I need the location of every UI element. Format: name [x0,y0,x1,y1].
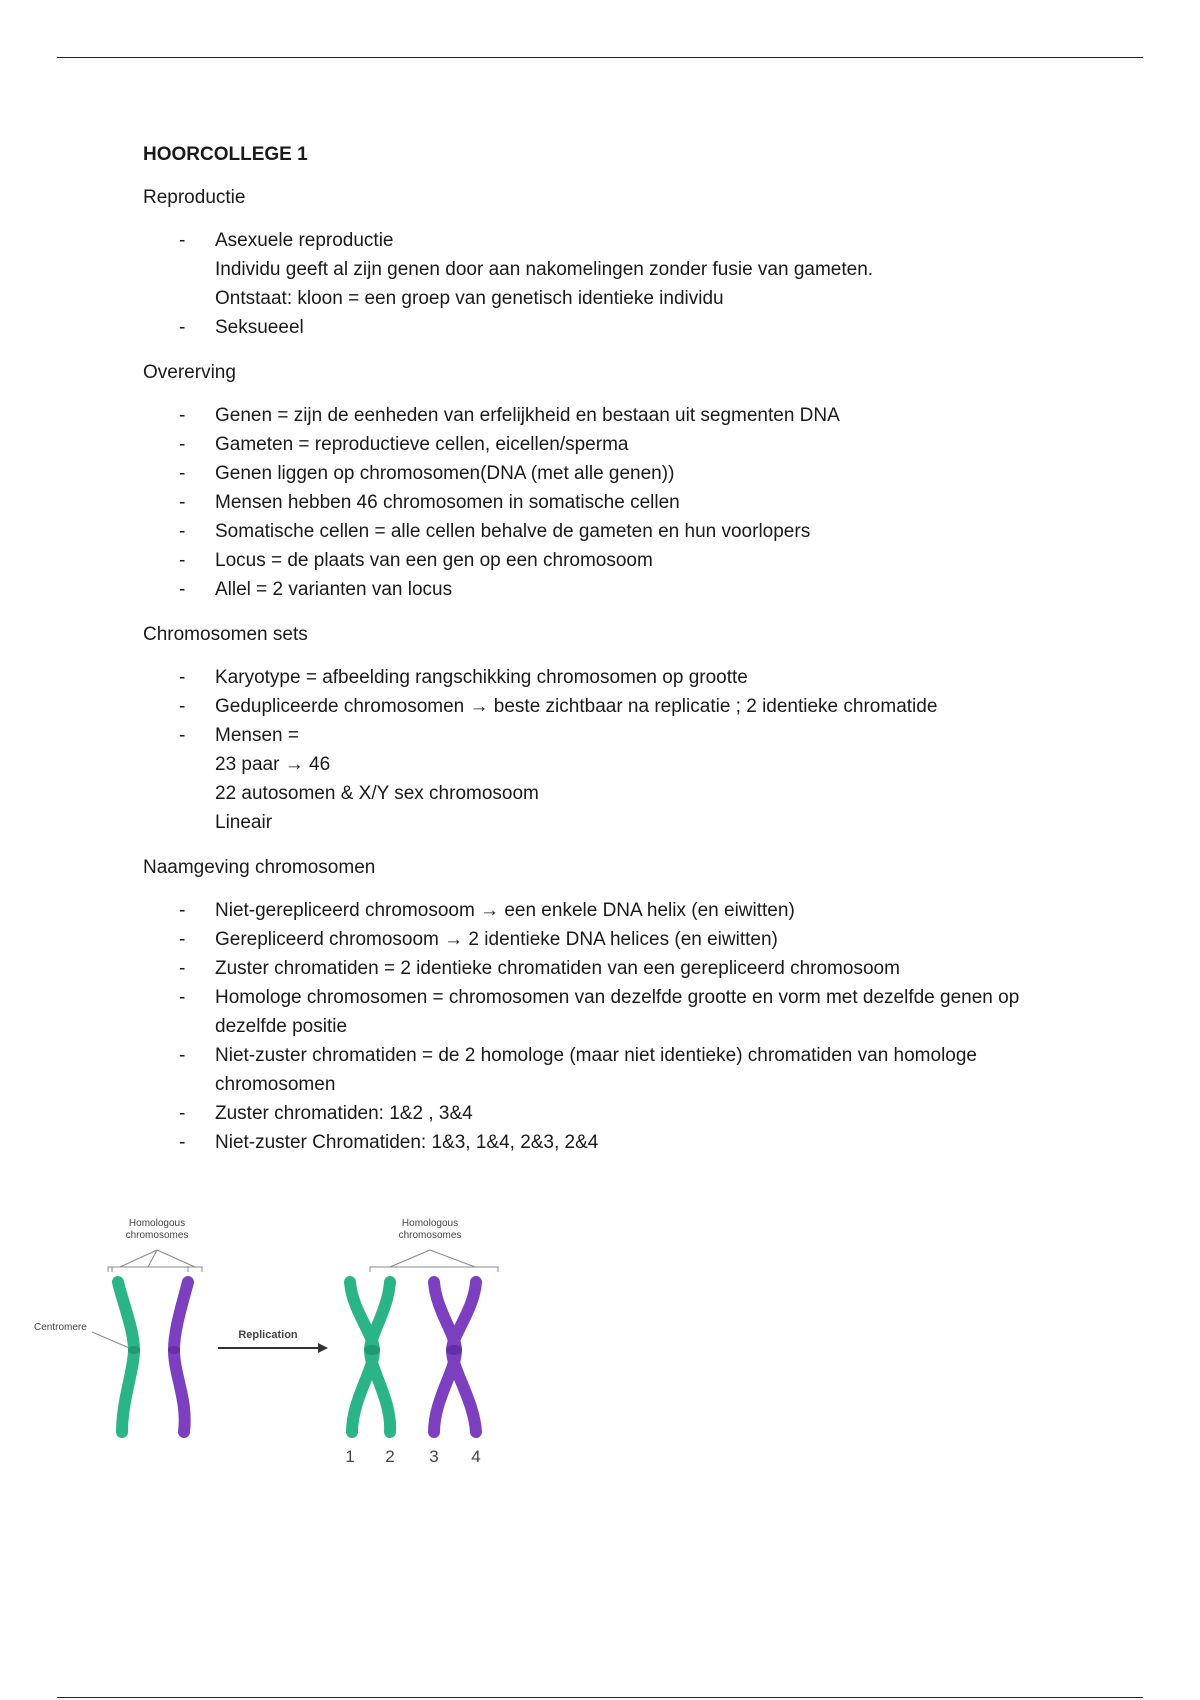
centromere-purple [168,1346,180,1354]
list-item-line: 22 autosomen & X/Y sex chromosoom [215,783,539,804]
dash-bullet-icon: - [179,1045,186,1066]
list-item-line: Gameten = reproductieve cellen, eicellen/sperma [215,434,629,455]
bullet-list [143,896,1083,1157]
list-item [143,925,1083,954]
centromere-label: Centromere [34,1322,87,1333]
list-item-line: 23 paar → 46 [215,754,331,775]
dash-bullet-icon: - [179,317,186,338]
list-item [143,546,1083,575]
dash-bullet-icon: - [179,1103,186,1124]
homologous-label-left-line1: Homologous [128,1218,186,1229]
centromere-replicated-purple [446,1345,462,1355]
replication-arrow-icon [318,1343,328,1353]
list-item-line: Zuster chromatiden = 2 identieke chromatiden van een gerepliceerd chromosoom [215,958,900,979]
dash-bullet-icon: - [179,579,186,600]
list-item [143,459,1083,488]
list-item-line: Gedupliceerde chromosomen → beste zichtbaar na replicatie ; 2 identieke chromatide [215,696,938,717]
bullet-list [143,663,1083,837]
dash-bullet-icon: - [179,405,186,426]
list-item [143,517,1083,546]
list-item-line: Individu geeft al zijn genen door aan nakomelingen zonder fusie van gameten. [215,259,874,280]
bullet-list [143,226,1083,342]
chromatid-number-1: 1 [345,1447,355,1466]
dash-bullet-icon: - [179,521,186,542]
dash-bullet-icon: - [179,550,186,571]
homologous-label-right-line2: chromosomes [398,1230,462,1241]
list-item [143,1099,1083,1128]
centromere-replicated-green [364,1345,380,1355]
replication-label: Replication [238,1329,298,1341]
list-item [143,692,1083,721]
dash-bullet-icon: - [179,958,186,979]
list-item-line: Genen liggen op chromosomen(DNA (met alle genen)) [215,463,675,484]
chromosome-replication-figure [30,1210,530,1480]
list-item-line: Mensen hebben 46 chromosomen in somatische cellen [215,492,680,513]
homologous-bracket-left [108,1250,195,1272]
dash-bullet-icon: - [179,1132,186,1153]
list-item-line: Niet-zuster Chromatiden: 1&3, 1&4, 2&3, 2&4 [215,1132,599,1153]
list-item [143,401,1083,430]
dash-bullet-icon: - [179,987,186,1008]
list-item-line: Ontstaat: kloon = een groep van genetisch identieke individu [215,288,724,309]
figure-svg [30,1210,530,1480]
page-title: HOORCOLLEGE 1 [143,144,308,165]
section-heading: Naamgeving chromosomen [143,857,376,878]
dash-bullet-icon: - [179,725,186,746]
list-item-line: Genen = zijn de eenheden van erfelijkheid en bestaan uit segmenten DNA [215,405,840,426]
chromatid-2 [370,1282,390,1432]
list-item [143,575,1083,604]
list-item-line: Lineair [215,812,273,833]
unreplicated-chromosome-green [118,1282,134,1432]
list-item-line: Locus = de plaats van een gen op een chromosoom [215,550,653,571]
dash-bullet-icon: - [179,667,186,688]
bottom-rule [57,1697,1143,1698]
list-item-line: Gerepliceerd chromosoom → 2 identieke DNA helices (en eiwitten) [215,929,778,950]
list-item-line: Asexuele reproductie [215,230,394,251]
bullet-list [143,401,1083,604]
chromatid-number-3: 3 [429,1447,439,1466]
list-item [143,1128,1083,1157]
section-heading: Reproductie [143,187,246,208]
section-heading: Overerving [143,362,236,383]
dash-bullet-icon: - [179,900,186,921]
chromatid-number-2: 2 [385,1447,395,1466]
section-heading: Chromosomen sets [143,624,308,645]
list-item [143,430,1083,459]
list-item [143,896,1083,925]
list-item-line: Somatische cellen = alle cellen behalve de gameten en hun voorlopers [215,521,811,542]
dash-bullet-icon: - [179,929,186,950]
document-body [143,140,1083,1173]
homologous-label-left-line2: chromosomes [125,1230,189,1241]
list-item-line: Zuster chromatiden: 1&2 , 3&4 [215,1103,473,1124]
top-rule [57,57,1143,58]
list-item [143,954,1083,983]
unreplicated-chromosome-purple [174,1282,188,1432]
list-item [143,721,1083,837]
list-item-line: Seksueeel [215,317,304,338]
chromatid-4 [452,1282,476,1432]
dash-bullet-icon: - [179,230,186,251]
dash-bullet-icon: - [179,696,186,717]
list-item-line: Mensen = [215,725,299,746]
list-item-line: Karyotype = afbeelding rangschikking chromosomen op grootte [215,667,748,688]
list-item [143,983,1083,1041]
list-item-line: Homologe chromosomen = chromosomen van dezelfde grootte en vorm met dezelfde genen op dezelfde positie [215,987,1020,1037]
dash-bullet-icon: - [179,434,186,455]
list-item [143,663,1083,692]
list-item-line: Niet-zuster chromatiden = de 2 homologe (maar niet identieke) chromatiden van homologe chromosomen [215,1045,977,1095]
list-item [143,488,1083,517]
list-item [143,313,1083,342]
dash-bullet-icon: - [179,492,186,513]
centromere-green [128,1346,140,1354]
homologous-label-right-line1: Homologous [401,1218,459,1229]
homologous-bracket-right [370,1250,498,1272]
dash-bullet-icon: - [179,463,186,484]
list-item [143,226,1083,313]
list-item-line: Niet-gerepliceerd chromosoom → een enkele DNA helix (en eiwitten) [215,900,795,921]
list-item [143,1041,1083,1099]
sections-container [143,183,1083,1157]
list-item-line: Allel = 2 varianten van locus [215,579,453,600]
chromatid-number-4: 4 [471,1447,481,1466]
